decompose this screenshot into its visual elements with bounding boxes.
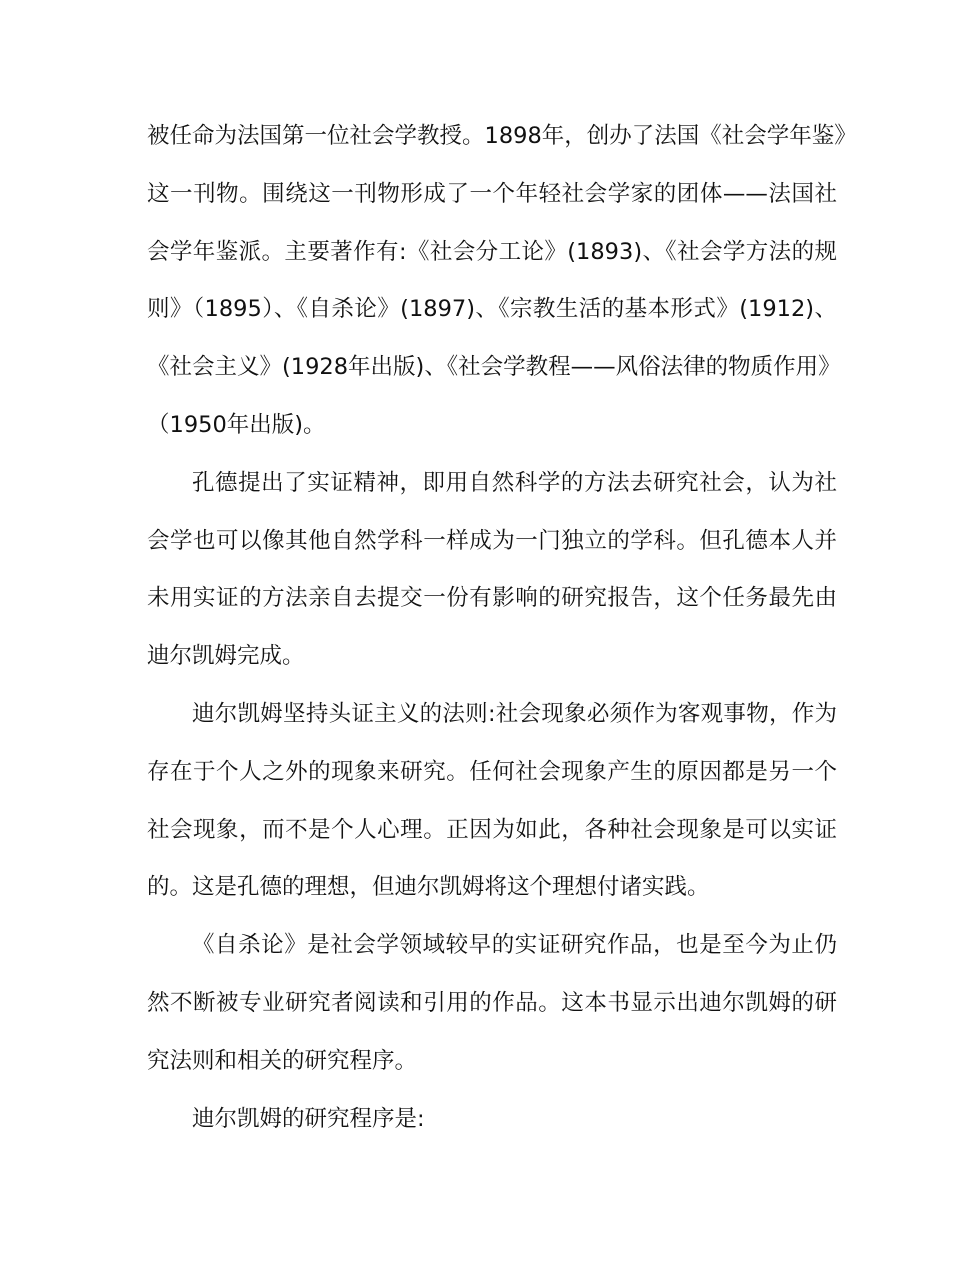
paragraph-suicide-study xyxy=(147,925,837,1098)
text-line: 存在于个人之外的现象来研究。任何社会现象产生的原因都是另一个 xyxy=(147,758,837,785)
text-line: 究法则和相关的研究程序。 xyxy=(147,1047,418,1074)
text-line: 这一刊物。围绕这一刊物形成了一个年轻社会学家的团体——法国社 xyxy=(147,180,837,207)
text-line: 社会现象，而不是个人心理。正因为如此，各种社会现象是可以实证 xyxy=(147,816,837,843)
text-line: 迪尔凯姆完成。 xyxy=(147,643,305,670)
text-line: 然不断被专业研究者阅读和引用的作品。这本书显示出迪尔凯姆的研 xyxy=(147,989,837,1016)
text-line: 被任命为法国第一位社会学教授。1898年，创办了法国《社会学年鉴》 xyxy=(147,123,857,149)
text-line: 的。这是孔德的理想，但迪尔凯姆将这个理想付诸实践。 xyxy=(147,874,710,901)
text-line: 会学年鉴派。主要著作有:《社会分工论》(1893)、《社会学方法的规 xyxy=(147,238,837,265)
text-line: 则》（1895）、《自杀论》(1897)、《宗教生活的基本形式》(1912)、 xyxy=(147,296,837,323)
text-line: 孔德提出了实证精神，即用自然科学的方法去研究社会，认为社 xyxy=(192,469,837,496)
paragraph-comte-positivism xyxy=(147,463,837,694)
text-line: 迪尔凯姆的研究程序是: xyxy=(192,1105,425,1132)
text-line: 《社会主义》(1928年出版)、《社会学教程——风俗法律的物质作用》 xyxy=(147,354,841,381)
paragraph-research-procedure xyxy=(147,1099,837,1157)
paragraph-durkheim-principles xyxy=(147,694,837,925)
text-line: 未用实证的方法亲自去提交一份有影响的研究报告，这个任务最先由 xyxy=(147,585,837,612)
text-line: （1950年出版)。 xyxy=(147,411,326,438)
paragraph-durkheim-works xyxy=(147,116,857,463)
text-line: 迪尔凯姆坚持头证主义的法则:社会现象必须作为客观事物，作为 xyxy=(192,700,837,727)
body-text xyxy=(147,116,857,1156)
text-line: 《自杀论》是社会学领域较早的实证研究作品，也是至今为止仍 xyxy=(192,932,837,959)
text-line: 会学也可以像其他自然学科一样成为一门独立的学科。但孔德本人并 xyxy=(147,527,837,554)
